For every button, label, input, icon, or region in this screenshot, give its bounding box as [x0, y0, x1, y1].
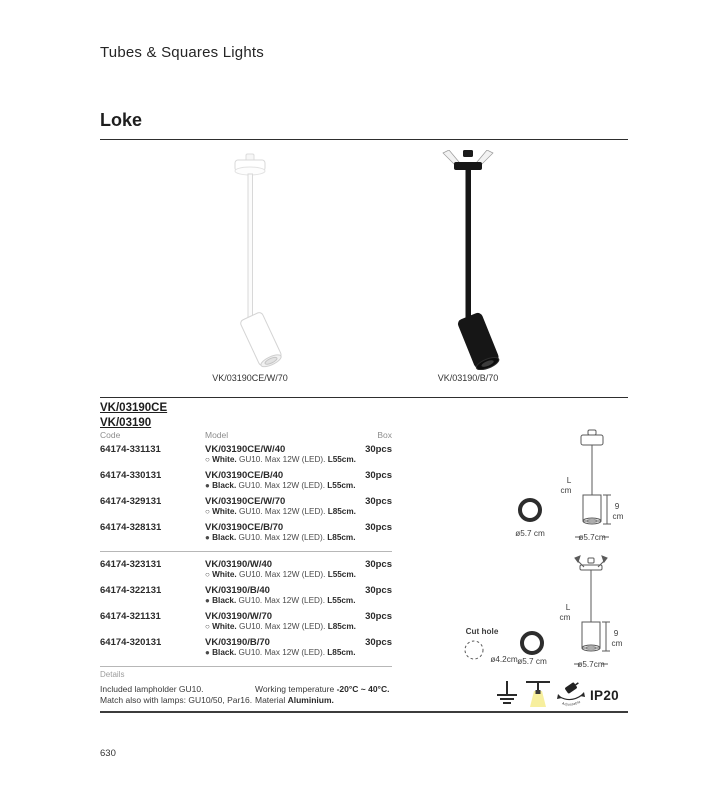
row-code: 64174-320131: [100, 637, 162, 648]
cut-hole-dashed-circle: [465, 641, 483, 659]
head-diameter-label: ø5.7cm: [577, 660, 605, 669]
row-spec: GU10. Max 12W (LED).: [238, 533, 325, 542]
stem-unit-label: cm: [560, 486, 572, 495]
details-left-column: [100, 684, 252, 706]
row-spec: GU10. Max 12W (LED).: [238, 596, 325, 605]
adjustable-arc-label: Adjustable: [561, 699, 582, 707]
color-dot-icon: ○: [205, 455, 210, 464]
white-pendant-stem: [248, 174, 253, 320]
footer-divider: [100, 711, 628, 713]
category-heading: Tubes & Squares Lights: [100, 44, 264, 61]
row-model: VK/03190/B/40: [205, 585, 270, 596]
row-length: L85cm.: [327, 648, 356, 657]
row-code: 64174-330131: [100, 470, 162, 481]
color-dot-icon: ●: [205, 596, 210, 605]
table-row: [100, 470, 392, 496]
table-row: [100, 585, 392, 611]
row-box: 30pcs: [365, 444, 392, 455]
table-group-divider: [100, 551, 392, 552]
row-length: L55cm.: [327, 596, 356, 605]
row-model: VK/03190/W/70: [205, 611, 273, 622]
details-lamps: Match also with lamps: GU10/50, Par16.: [100, 695, 253, 705]
row-box: 30pcs: [365, 637, 392, 648]
title-divider: [100, 139, 628, 140]
row-description: [205, 648, 365, 658]
cut-hole-diameter-label: ø4.2cm: [490, 655, 518, 664]
row-color: White.: [212, 622, 237, 631]
row-color: Black.: [212, 481, 237, 490]
row-model: VK/03190CE/W/40: [205, 444, 286, 455]
color-dot-icon: ○: [205, 507, 210, 516]
row-box: 30pcs: [365, 522, 392, 533]
header-code: Code: [100, 430, 121, 440]
black-pendant-top-nub: [463, 150, 473, 157]
tech-drawing-recessed-version: [452, 552, 647, 679]
details-temperature-value: -20°C ~ 40°C.: [336, 684, 390, 694]
row-description: [205, 455, 365, 465]
table-header: [100, 430, 392, 440]
row-model: VK/03190CE/B/70: [205, 522, 284, 533]
row-spec: GU10. Max 12W (LED).: [238, 570, 326, 579]
row-spec: GU10. Max 12W (LED).: [238, 481, 325, 490]
page-title: Loke: [100, 110, 143, 130]
ring-diameter-label: ø5.7 cm: [517, 657, 547, 666]
row-color: White.: [212, 507, 237, 516]
stem-dimension-label: L: [566, 476, 572, 485]
row-box: 30pcs: [365, 496, 392, 507]
row-model: VK/03190/W/40: [205, 559, 273, 570]
row-color: White.: [212, 455, 237, 464]
table-row: [100, 559, 392, 585]
color-dot-icon: ○: [205, 570, 210, 579]
row-spec: GU10. Max 12W (LED).: [238, 455, 326, 464]
head-unit-label: cm: [612, 512, 624, 521]
stem-dimension-label: L: [565, 603, 571, 612]
details-material: [255, 695, 389, 706]
family-link-vk03190[interactable]: VK/03190: [100, 417, 152, 429]
products-divider: [100, 397, 628, 398]
row-spec: GU10. Max 12W (LED).: [238, 507, 326, 516]
diameter-ring-top-view: [520, 500, 540, 520]
row-description: [205, 533, 365, 543]
product-caption-black: VK/03190/B/70: [437, 373, 499, 383]
model-table: [100, 430, 392, 674]
row-code: 64174-328131: [100, 522, 162, 533]
color-dot-icon: ●: [205, 533, 210, 542]
table-bottom-divider: [100, 666, 392, 667]
row-color: Black.: [212, 596, 237, 605]
row-code: 64174-323131: [100, 559, 162, 570]
side-view-ceiling-pendant: [575, 430, 611, 537]
stem-unit-label: cm: [559, 613, 571, 622]
row-length: L55cm.: [327, 570, 356, 579]
table-row: [100, 444, 392, 470]
black-pendant-head: [456, 311, 501, 370]
row-model: VK/03190CE/W/70: [205, 496, 286, 507]
row-length: L55cm.: [327, 481, 356, 490]
table-row: [100, 496, 392, 522]
details-temperature-text: Working temperature: [255, 684, 337, 694]
row-color: Black.: [212, 648, 237, 657]
row-color: Black.: [212, 533, 237, 542]
head-dimension-label: 9: [613, 629, 619, 638]
row-box: 30pcs: [365, 559, 392, 570]
color-dot-icon: ●: [205, 481, 210, 490]
adjustable-head-icon: [555, 681, 587, 713]
details-lampholder: Included lampholder GU10.: [100, 684, 204, 694]
details-temperature: [255, 684, 389, 695]
white-pendant-head: [239, 311, 283, 369]
details-right-column: [255, 684, 389, 706]
row-code: 64174-331131: [100, 444, 161, 455]
family-links: [100, 402, 167, 432]
row-code: 64174-322131: [100, 585, 162, 596]
head-unit-label: cm: [611, 639, 623, 648]
row-code: 64174-321131: [100, 611, 161, 622]
row-color: White.: [212, 570, 237, 579]
product-caption-white: VK/03190CE/W/70: [212, 373, 288, 383]
product-photo-black-pendant: [393, 150, 543, 375]
row-box: 30pcs: [365, 585, 392, 596]
color-dot-icon: ○: [205, 622, 210, 631]
row-box: 30pcs: [365, 611, 392, 622]
pendant-mount-icon: [523, 680, 553, 713]
row-length: L85cm.: [327, 533, 356, 542]
row-length: L85cm.: [327, 507, 356, 516]
row-length: L55cm.: [327, 455, 356, 464]
details-material-value: Aluminium.: [287, 695, 334, 705]
row-description: [205, 622, 365, 632]
row-box: 30pcs: [365, 470, 392, 481]
table-row: [100, 522, 392, 548]
product-photo-white-pendant: [175, 153, 325, 376]
side-view-recessed-pendant: [574, 556, 610, 664]
row-code: 64174-329131: [100, 496, 162, 507]
head-diameter-label: ø5.7cm: [578, 533, 606, 542]
row-description: [205, 481, 365, 491]
earth-ground-icon: [495, 681, 519, 712]
color-dot-icon: ●: [205, 648, 210, 657]
row-description: [205, 570, 365, 580]
head-dimension-label: 9: [614, 502, 620, 511]
ip-rating-label: IP20: [590, 688, 619, 703]
row-model: VK/03190/B/70: [205, 637, 270, 648]
details-label: Details: [100, 670, 125, 679]
page-number: 630: [100, 748, 116, 759]
row-length: L85cm.: [327, 622, 356, 631]
ring-diameter-label: ø5.7 cm: [515, 529, 545, 538]
row-spec: GU10. Max 12W (LED).: [238, 648, 325, 657]
table-row: [100, 637, 392, 663]
black-pendant-stem: [466, 170, 472, 318]
family-link-vk03190ce[interactable]: VK/03190CE: [100, 402, 168, 414]
table-row: [100, 611, 392, 637]
row-description: [205, 596, 365, 606]
row-spec: GU10. Max 12W (LED).: [238, 622, 326, 631]
row-description: [205, 507, 365, 517]
diameter-ring-top-view: [522, 633, 542, 653]
header-model: Model: [205, 430, 229, 440]
details-material-text: Material: [255, 695, 288, 705]
tech-drawing-ceiling-version: [455, 425, 640, 552]
svg-text:Adjustable: [562, 700, 582, 707]
header-box: Box: [377, 430, 392, 440]
cut-hole-label: Cut hole: [465, 627, 499, 636]
black-pendant-mount-bracket: [454, 162, 482, 170]
row-model: VK/03190CE/B/40: [205, 470, 284, 481]
